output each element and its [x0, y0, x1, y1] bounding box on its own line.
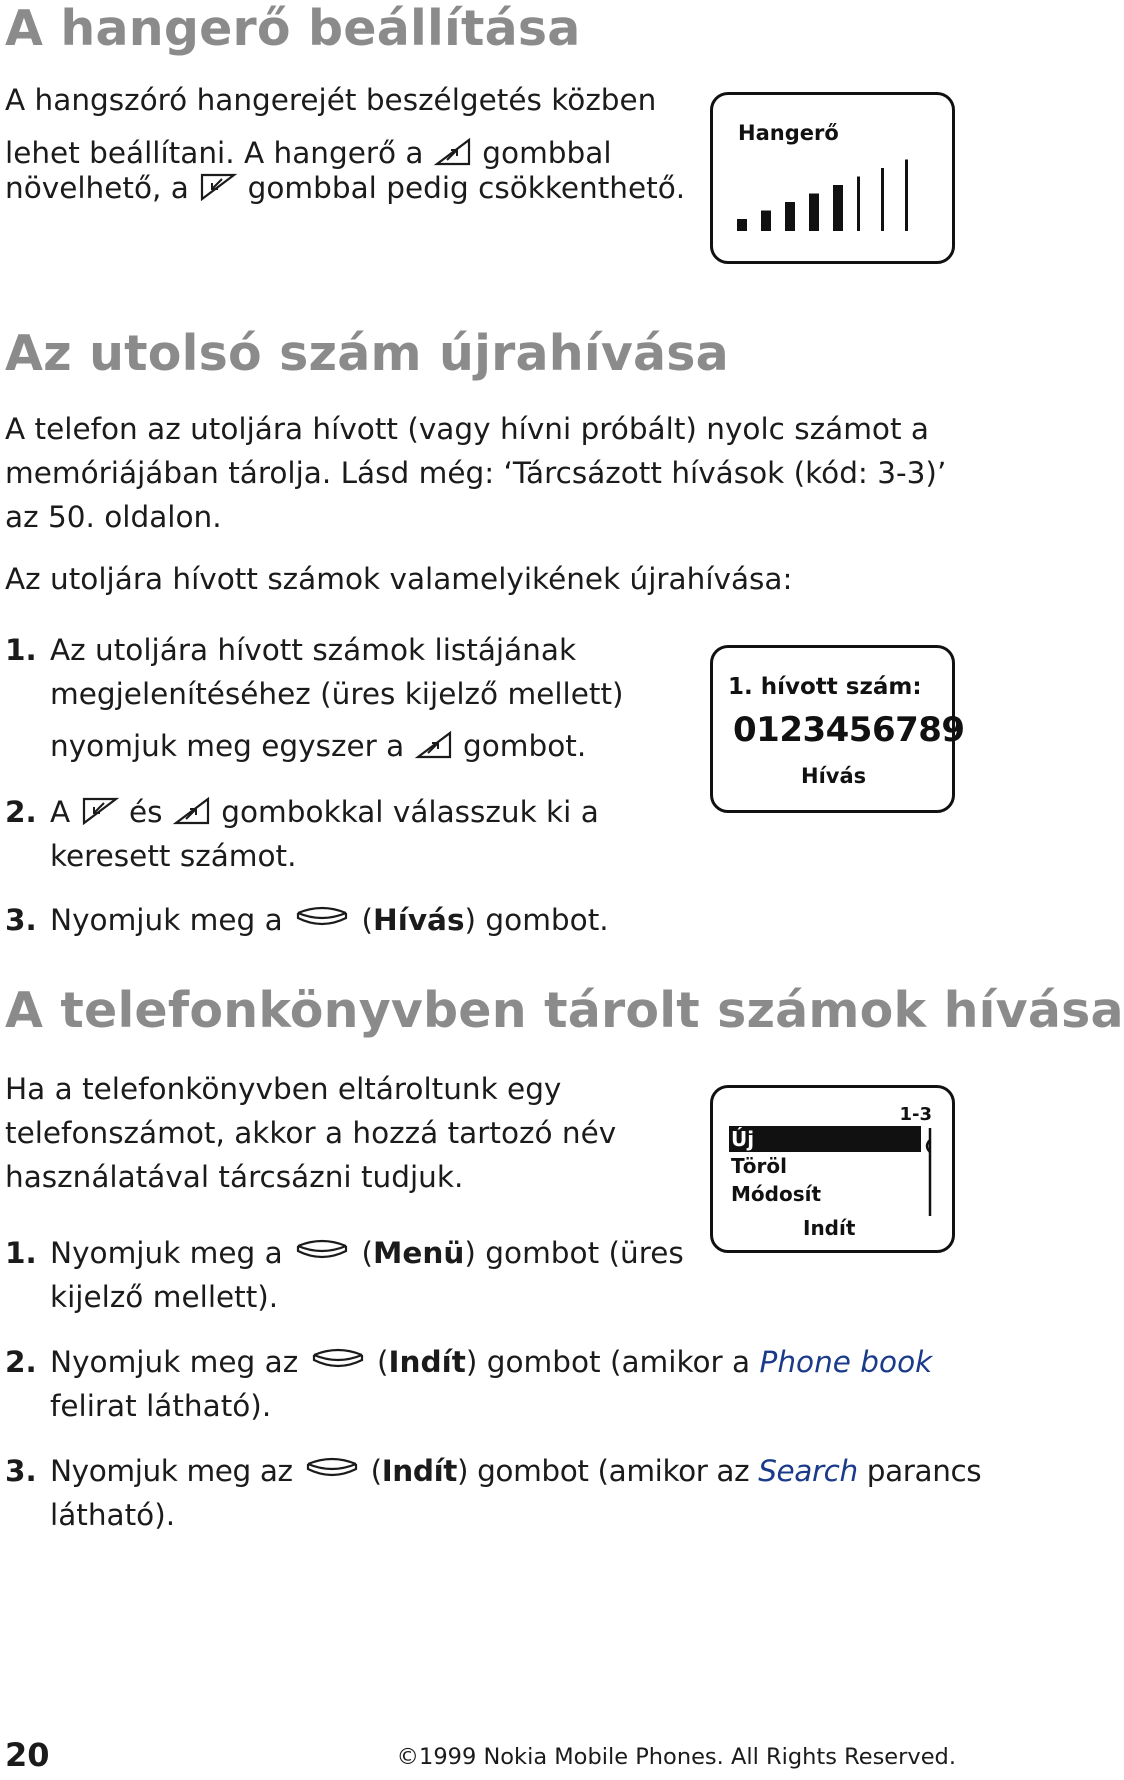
volume-bar-empty [905, 160, 908, 232]
volume-bar-filled [761, 211, 771, 232]
volume-down-key-icon [80, 795, 120, 827]
search-term: Search [758, 1454, 858, 1488]
redial-step-3-line-1: Nyomjuk meg a (Hívás) gombot. [50, 903, 609, 937]
page-number: 20 [5, 1736, 50, 1774]
phonebook-display-softkey: Indít [803, 1216, 856, 1240]
redial-text-line-3: az 50. oldalon. [5, 500, 222, 534]
volume-bar-filled [833, 185, 843, 231]
phonebook-scrollbar [923, 1128, 937, 1218]
selection-key-icon [308, 1346, 368, 1374]
redial-text-line-2: memóriájában tárolja. Lásd még: ‘Tárcsázott hívások (kód: 3-3)’ [5, 456, 947, 490]
phonebook-step-2-number: 2. [5, 1345, 37, 1379]
phonebook-step-2-line-2: felirat látható). [50, 1389, 272, 1423]
redial-step-3-number: 3. [5, 903, 37, 937]
volume-bar-empty [857, 177, 860, 232]
phonebook-step-1-number: 1. [5, 1236, 37, 1270]
volume-text-line-2: lehet beállítani. A hangerő a gombbal [5, 136, 612, 170]
phonebook-menu-item-delete: Töröl [731, 1154, 787, 1178]
redial-step-1-line-1: Az utoljára hívott számok listájának [50, 633, 577, 667]
selection-key-icon [292, 904, 352, 932]
volume-up-key-icon [414, 729, 454, 761]
volume-bar-filled [737, 219, 747, 231]
section-title-redial: Az utolsó szám újrahívása [5, 325, 729, 382]
redial-step-2-number: 2. [5, 795, 37, 829]
phonebook-text-line-3: használatával tárcsázni tudjuk. [5, 1160, 464, 1194]
volume-bar-filled [785, 202, 795, 231]
selection-key-icon [292, 1237, 352, 1265]
volume-display-screen [710, 92, 955, 264]
phonebook-step-3-line-2: látható). [50, 1498, 176, 1532]
selection-key-icon [302, 1455, 362, 1483]
volume-bar-empty [881, 168, 884, 231]
phonebook-step-3-number: 3. [5, 1454, 37, 1488]
volume-level-bars [733, 157, 973, 237]
redial-text-line-1: A telefon az utoljára hívott (vagy hívni próbált) nyolc számot a [5, 412, 930, 446]
volume-text-line-3: növelhető, a gombbal pedig csökkenthető. [5, 171, 686, 205]
section-title-volume: A hangerő beállítása [5, 0, 581, 57]
redial-display-number: 0123456789 [733, 710, 965, 750]
phone-book-term: Phone book [759, 1345, 933, 1379]
phonebook-menu-item-new: Új [731, 1127, 755, 1151]
redial-display-line-1: 1. hívott szám: [728, 674, 922, 700]
redial-intro: Az utoljára hívott számok valamelyikének újrahívása: [5, 562, 793, 596]
volume-down-key-icon [198, 171, 238, 203]
phonebook-menu-item-edit: Módosít [731, 1182, 822, 1206]
redial-step-1-line-3: nyomjuk meg egyszer a gombot. [50, 729, 587, 763]
redial-step-1-line-2: megjelenítéséhez (üres kijelző mellett) [50, 677, 624, 711]
redial-step-2-line-1: A és gombokkal válasszuk ki a [50, 795, 599, 829]
phonebook-text-line-2: telefonszámot, akkor a hozzá tartozó név [5, 1116, 617, 1150]
phonebook-step-1-line-2: kijelző mellett). [50, 1280, 279, 1314]
phonebook-text-line-1: Ha a telefonkönyvben eltároltunk egy [5, 1072, 562, 1106]
redial-step-2-line-2: keresett számot. [50, 839, 297, 873]
phonebook-menu-highlight [729, 1126, 921, 1152]
volume-display-label: Hangerő [738, 121, 839, 145]
volume-bar-filled [809, 194, 819, 232]
phonebook-display-counter: 1-3 [899, 1104, 932, 1125]
section-title-phonebook: A telefonkönyvben tárolt számok hívása [5, 982, 1124, 1039]
redial-display-softkey: Hívás [801, 764, 867, 788]
phonebook-display-screen [710, 1085, 955, 1253]
copyright-notice: ©1999 Nokia Mobile Phones. All Rights Reserved. [396, 1744, 956, 1770]
volume-up-key-icon [433, 136, 473, 168]
phonebook-step-2-line-1: Nyomjuk meg az (Indít) gombot (amikor a Phone book [50, 1345, 933, 1379]
redial-step-1-number: 1. [5, 633, 37, 667]
volume-text-line-1: A hangszóró hangerejét beszélgetés közben [5, 83, 657, 117]
volume-up-key-icon [172, 795, 212, 827]
phonebook-step-1-line-1: Nyomjuk meg a (Menü) gombot (üres [50, 1236, 684, 1270]
phonebook-step-3-line-1: Nyomjuk meg az (Indít) gombot (amikor az Search parancs [50, 1454, 982, 1488]
redial-display-screen [710, 645, 965, 813]
